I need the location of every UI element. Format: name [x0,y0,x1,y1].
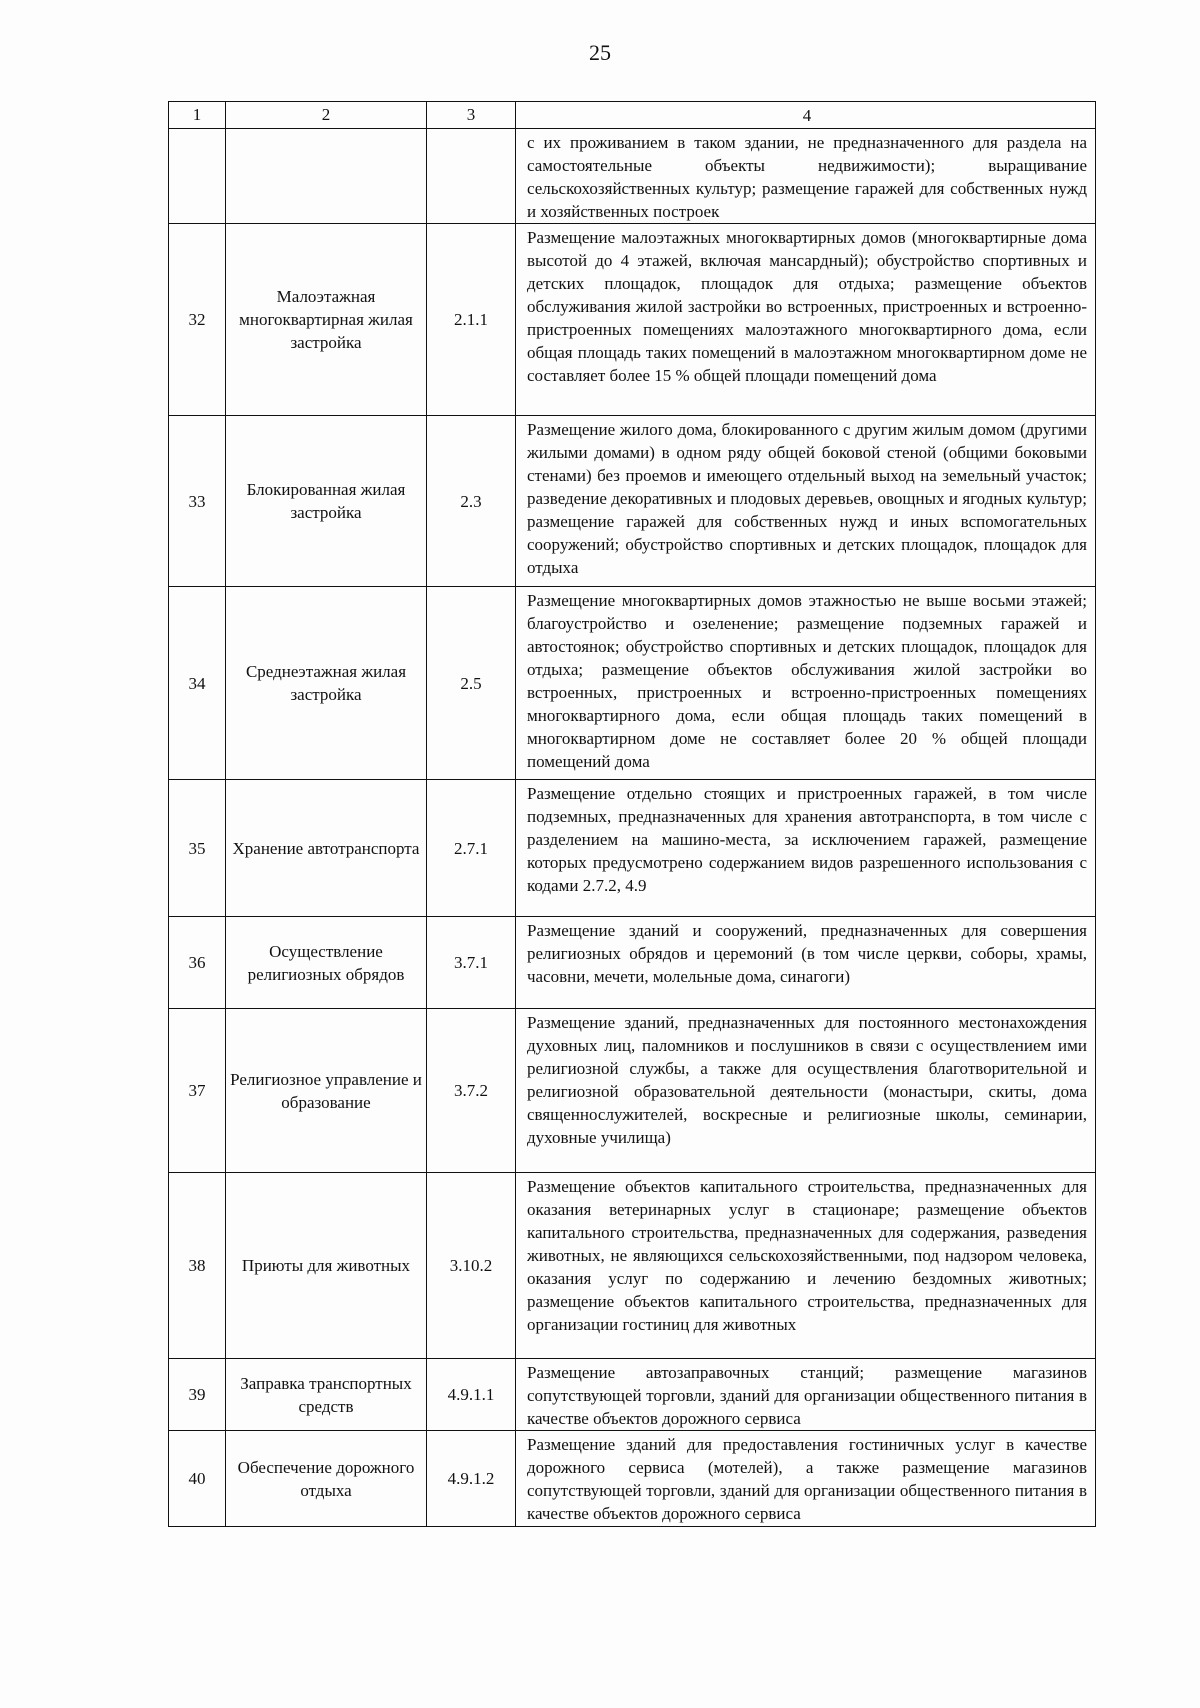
row-description: с их проживанием в таком здании, не предназначенного для раздела на самостоятельные объекты недвижимости); выращивание сельскохозяйственных культур; размещение гаражей для собственных нужд и хозяйственных построек [516,129,1096,224]
row-code: 3.7.1 [427,917,516,1009]
row-name: Религиозное управление и образование [226,1009,427,1173]
table-row [169,917,1096,1009]
header-col-2: 2 [226,102,427,129]
row-number: 36 [169,917,226,1009]
row-name: Обеспечение дорожного отдыха [226,1431,427,1527]
table-row [169,224,1096,416]
row-number: 37 [169,1009,226,1173]
row-code: 3.7.2 [427,1009,516,1173]
table-row [169,587,1096,780]
row-code: 2.1.1 [427,224,516,416]
row-description: Размещение зданий и сооружений, предназначенных для совершения религиозных обрядов и церемоний (в том числе церкви, соборы, храмы, часовни, мечети, молельные дома, синагоги) [516,917,1096,1009]
header-col-4: 4 [516,102,1096,129]
row-name: Заправка транспортных средств [226,1359,427,1431]
table-row [169,416,1096,587]
row-name: Хранение автотранспорта [226,780,427,917]
row-number: 35 [169,780,226,917]
row-description: Размещение объектов капитального строительства, предназначенных для оказания ветеринарных услуг в стационаре; размещение объектов капитального строительства, предназначенных для содержания, разведения животных, не являющихся сельскохозяйственными, под надзором человека, оказания услуг по содержанию и лечению бездомных животных; размещение объектов капитального строительства, предназначенных для организации гостиниц для животных [516,1173,1096,1359]
table-row [169,1359,1096,1431]
table-row [169,780,1096,917]
row-name: Среднеэтажная жилая застройка [226,587,427,780]
row-code: 2.5 [427,587,516,780]
row-description: Размещение жилого дома, блокированного с другим жилым домом (другими жилыми домами) в одном ряду общей боковой стеной (общими боковыми стенами) без проемов и имеющего отдельный выход на земельный участок; разведение декоративных и плодовых деревьев, овощных и ягодных культур; размещение гаражей для собственных нужд и иных вспомогательных сооружений; обустройство спортивных и детских площадок, площадок для отдыха [516,416,1096,587]
header-col-3: 3 [427,102,516,129]
row-number: 33 [169,416,226,587]
page-number: 25 [589,40,611,65]
row-code: 2.3 [427,416,516,587]
row-number: 39 [169,1359,226,1431]
table-row [169,1173,1096,1359]
land-use-table [168,101,1096,1527]
row-name: Блокированная жилая застройка [226,416,427,587]
table-header-row [169,102,1096,129]
row-description: Размещение малоэтажных многоквартирных домов (многоквартирные дома высотой до 4 этажей, включая мансардный); обустройство спортивных и детских площадок, площадок для отдыха; размещение объектов обслуживания жилой застройки во встроенных, пристроенных и встроенно-пристроенных помещениях малоэтажного многоквартирного дома, если общая площадь таких помещений в малоэтажном многоквартирном доме не составляет более 15 % общей площади помещений дома [516,224,1096,416]
row-description: Размещение зданий для предоставления гостиничных услуг в качестве дорожного сервиса (мотелей), а также размещение магазинов сопутствующей торговли, зданий для организации общественного питания в качестве объектов дорожного сервиса [516,1431,1096,1527]
row-description: Размещение зданий, предназначенных для постоянного местонахождения духовных лиц, паломников и послушников в связи с осуществлением ими религиозной службы, а также для осуществления благотворительной и религиозной образовательной деятельности (монастыри, скиты, дома священнослужителей, воскресные и религиозные школы, семинарии, духовные училища) [516,1009,1096,1173]
row-description: Размещение многоквартирных домов этажностью не выше восьми этажей; благоустройство и озеленение; размещение подземных гаражей и автостоянок; обустройство спортивных и детских площадок, площадок для отдыха; размещение объектов обслуживания жилой застройки во встроенных, пристроенных и встроенно-пристроенных помещениях многоквартирного дома, если общая площадь таких помещений в многоквартирном доме не составляет более 20 % общей площади помещений дома [516,587,1096,780]
row-name: Малоэтажная многоквартирная жилая застройка [226,224,427,416]
row-name: Приюты для животных [226,1173,427,1359]
table-row [169,1431,1096,1527]
row-code-empty [427,129,516,224]
row-number: 34 [169,587,226,780]
row-code: 2.7.1 [427,780,516,917]
row-name: Осуществление религиозных обрядов [226,917,427,1009]
row-name-empty [226,129,427,224]
table-row [169,1009,1096,1173]
row-description: Размещение автозаправочных станций; размещение магазинов сопутствующей торговли, зданий для организации общественного питания в качестве объектов дорожного сервиса [516,1359,1096,1431]
row-code: 4.9.1.1 [427,1359,516,1431]
row-description: Размещение отдельно стоящих и пристроенных гаражей, в том числе подземных, предназначенных для хранения автотранспорта, в том числе с разделением на машино-места, за исключением гаражей, размещение которых предусмотрено содержанием видов разрешенного использования с кодами 2.7.2, 4.9 [516,780,1096,917]
header-col-1: 1 [169,102,226,129]
row-number-empty [169,129,226,224]
table-row-continuation [169,129,1096,224]
row-number: 38 [169,1173,226,1359]
row-number: 32 [169,224,226,416]
row-code: 3.10.2 [427,1173,516,1359]
row-number: 40 [169,1431,226,1527]
row-code: 4.9.1.2 [427,1431,516,1527]
